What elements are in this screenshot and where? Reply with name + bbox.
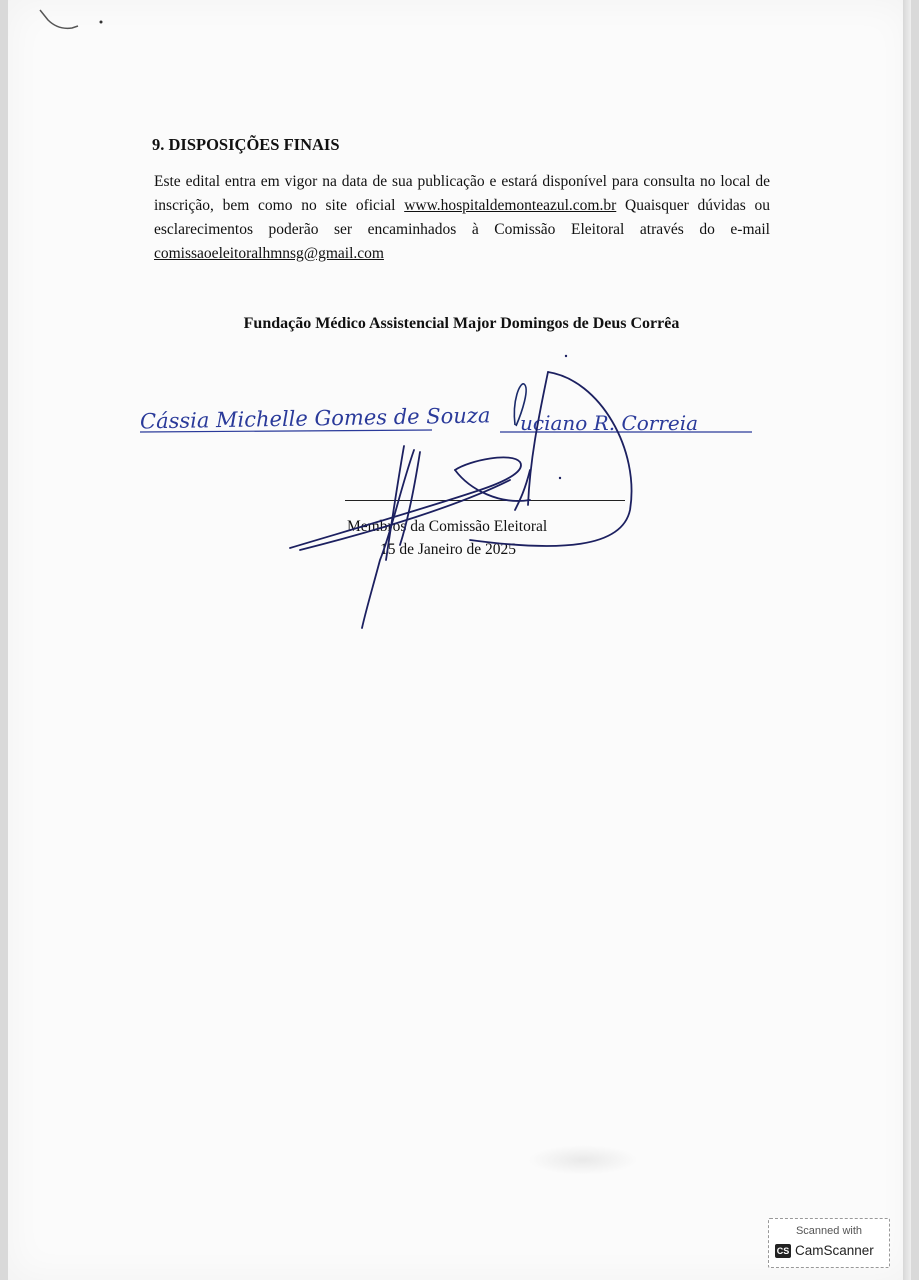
signature-date: 15 de Janeiro de 2025 [380,541,517,558]
final-provisions-paragraph [154,170,770,266]
camscanner-logo-icon: CS [776,1245,790,1256]
section-title: 9. DISPOSIÇÕES FINAIS [152,135,340,154]
signature-right: uciano R. Correia [520,411,699,435]
website-link[interactable]: www.hospitaldemonteazul.com.br [404,197,617,214]
paper-smudge [528,1145,638,1175]
camscanner-brand-name: CamScanner [795,1243,874,1258]
email-link[interactable]: comissaoeleitoralhmnsg@gmail.com [154,245,384,262]
signature-line [345,500,625,501]
camscanner-badge [768,1218,890,1268]
paragraph-text-1: Este edital entra em vigor na data de sua publicação e estará disponível para consulta no local de inscrição, bem como no site oficial [154,173,770,214]
paragraph-text-2: Quaisquer dúvidas ou esclarecimentos poderão ser encaminhados à Comissão Eleitoral através do e-mail [154,197,770,238]
signature-left: Cássia Michelle Gomes de Souza [139,403,491,434]
organization-name: Fundação Médico Assistencial Major Domingos de Deus Corrêa [243,315,680,332]
page-edge-shadow [903,0,911,1280]
committee-title: Membros da Comissão Eleitoral [347,518,548,535]
scanned-with-label: Scanned with [795,1225,863,1237]
camscanner-brand [775,1243,874,1258]
corner-scan-mark [38,6,108,36]
